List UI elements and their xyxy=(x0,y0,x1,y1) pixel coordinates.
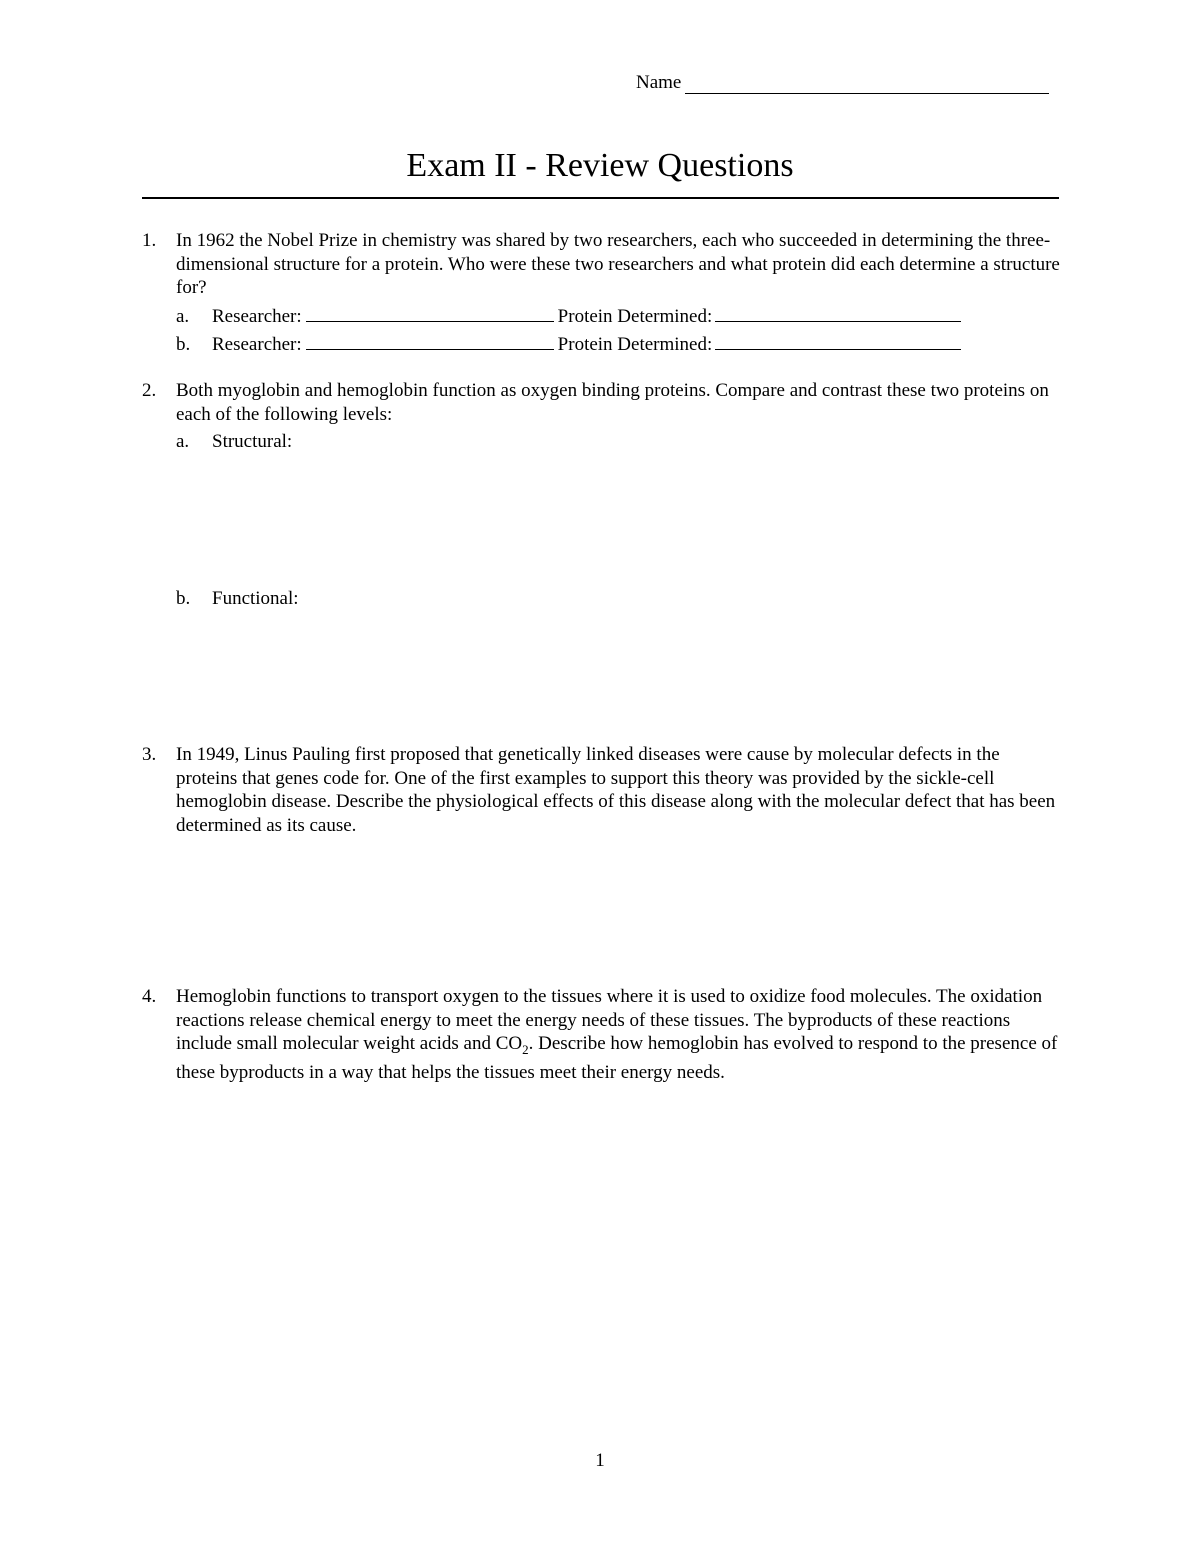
page-title: Exam II - Review Questions xyxy=(406,147,794,184)
question-number: 4. xyxy=(142,986,157,1007)
question-1-part-b xyxy=(176,332,1062,357)
question-1-part-a xyxy=(176,304,1062,329)
name-label: Name xyxy=(636,72,682,93)
protein-label: Protein Determined: xyxy=(557,305,713,327)
functional-label: Functional: xyxy=(212,588,299,609)
name-blank-line[interactable] xyxy=(685,73,1049,94)
protein-blank[interactable] xyxy=(715,304,961,322)
question-number: 3. xyxy=(142,744,157,765)
question-text xyxy=(176,985,1062,1085)
question-text-part-1: Hemoglobin functions to transport oxygen to the tissues where it is used to oxidize food molecules. The oxidation reactions release chemical energy to meet the energy needs of these tissues. The byproducts of these reactions include small molecular weight acids and CO xyxy=(176,986,1043,1054)
researcher-label: Researcher: xyxy=(212,305,302,327)
question-text: In 1949, Linus Pauling first proposed that genetically linked diseases were cause by molecular defects in the proteins that genes code for. One of the first examples to support this theory was provided by the sickle-cell hemoglobin disease. Describe the physiological effects of this disease along with the molecular defect that has been determined as its cause. xyxy=(176,744,1056,836)
subscript-2: 2 xyxy=(522,1041,529,1057)
question-2-part-b xyxy=(176,587,1062,611)
name-field-row xyxy=(636,72,1049,94)
structural-label: Structural: xyxy=(212,431,293,452)
question-text: Both myoglobin and hemoglobin function as oxygen binding proteins. Compare and contrast these two proteins on each of the following levels: xyxy=(176,380,1049,425)
question-2-part-a xyxy=(176,430,1062,454)
question-2 xyxy=(142,379,1062,454)
page-number: 1 xyxy=(595,1450,605,1471)
question-4 xyxy=(142,985,1062,1085)
question-number: 1. xyxy=(142,230,157,251)
part-letter: b. xyxy=(176,334,191,355)
protein-blank[interactable] xyxy=(715,332,961,350)
part-letter: a. xyxy=(176,305,190,327)
part-letter: b. xyxy=(176,588,191,609)
question-2-part-b-block xyxy=(142,587,1062,611)
question-3 xyxy=(142,743,1062,837)
part-letter: a. xyxy=(176,431,190,452)
title-divider xyxy=(142,197,1059,199)
researcher-blank[interactable] xyxy=(306,332,554,350)
question-1 xyxy=(142,229,1062,357)
question-text: In 1962 the Nobel Prize in chemistry was shared by two researchers, each who succeeded in determining the three-dimensional structure for a protein. Who were these two researchers and what protein did each determine a structure for? xyxy=(176,230,1060,298)
question-text-part-2: . Describe how hemoglobin has evolved to respond to the presence of these byproducts in a way that helps the tissues meet their energy needs. xyxy=(176,1033,1058,1084)
researcher-blank[interactable] xyxy=(306,304,554,322)
question-number: 2. xyxy=(142,380,157,401)
researcher-label: Researcher: xyxy=(212,334,302,355)
protein-label: Protein Determined: xyxy=(557,334,713,355)
